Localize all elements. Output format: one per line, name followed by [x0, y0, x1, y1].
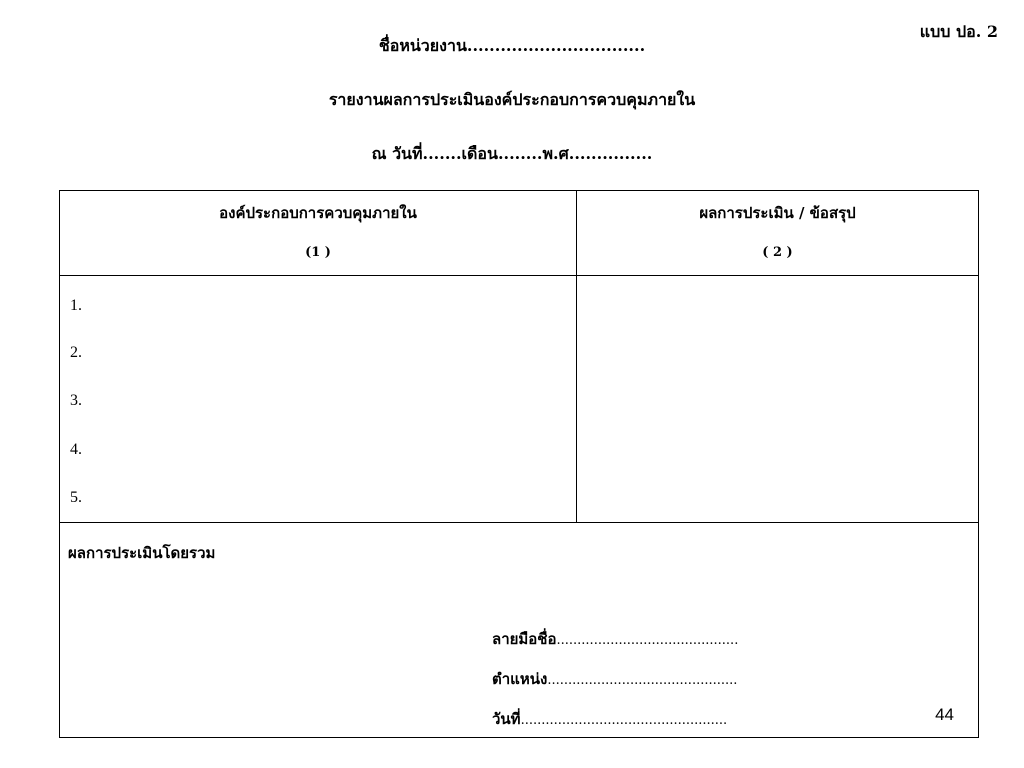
summary-label: ผลการประเมินโดยรวม: [68, 544, 216, 562]
column-1-title: องค์ประกอบการควบคุมภายใน: [219, 204, 417, 222]
column-divider: [576, 191, 577, 523]
report-title: รายงานผลการประเมินองค์ประกอบการควบคุมภายใน: [328, 90, 696, 109]
column-2-number: ( 2 ): [762, 245, 793, 260]
list-item: 1.: [70, 297, 82, 314]
position-label: ตำแหน่ง: [492, 670, 548, 688]
list-item: 2.: [70, 344, 82, 361]
column-2-title: ผลการประเมิน / ข้อสรุป: [699, 204, 856, 222]
unit-name-line: ชื่อหน่วยงาน................................: [378, 36, 646, 55]
assessment-table: [59, 190, 979, 738]
column-1-number: (1 ): [305, 245, 331, 260]
position-line: [492, 667, 737, 691]
summary-divider: [60, 522, 978, 523]
signature-label: ลายมือชื่อ: [492, 630, 557, 648]
header-divider: [60, 275, 978, 276]
date-dots: ..................................................: [520, 713, 728, 728]
list-item: 4.: [70, 441, 82, 458]
date-label: วันที่: [492, 710, 521, 728]
signature-dots: ............................................: [556, 633, 739, 648]
date-line: [492, 707, 727, 731]
page-number: 44: [935, 705, 954, 724]
position-dots: ..............................................: [547, 673, 738, 688]
list-item: 5.: [70, 489, 82, 506]
form-code: แบบ ปอ. 2: [919, 22, 998, 41]
report-date-line: ณ วันที่.......เดือน........พ.ศ...............: [371, 144, 653, 163]
signature-line: [492, 627, 738, 651]
list-item: 3.: [70, 392, 82, 409]
